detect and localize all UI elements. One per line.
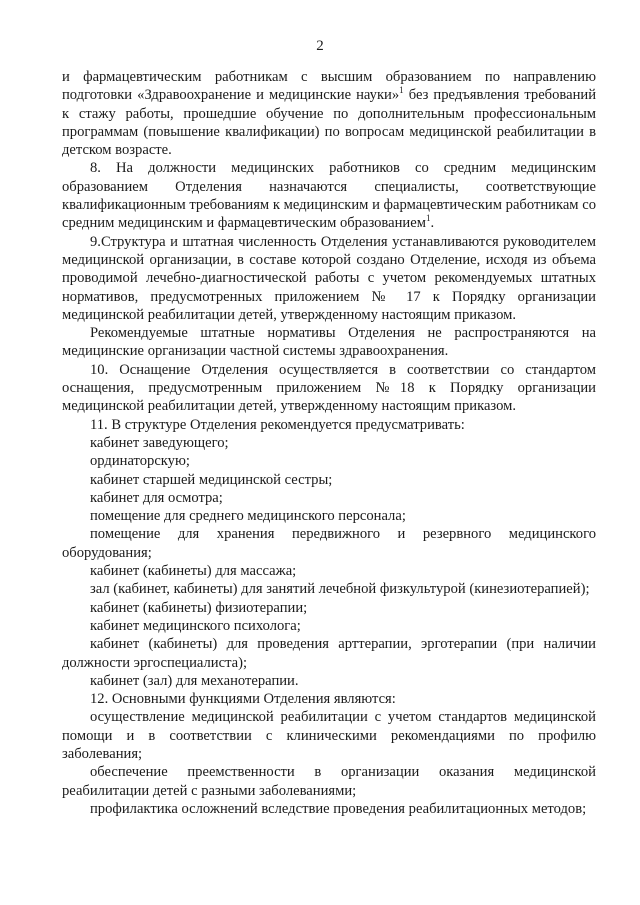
document-body [62, 68, 596, 818]
list-item: помещение для хранения передвижного и резервного медицинского оборудования; [62, 526, 596, 561]
paragraph-10: 10. Оснащение Отделения осуществляется в соответствии со стандартом оснащения, предусмотренным приложением №18 к Порядку организации медицинской реабилитации детей, утвержденному настоящим приказом. [62, 361, 596, 415]
list-item: кабинет медицинского психолога; [90, 617, 301, 634]
paragraph-text: без предъявления требований к стажу работы, прошедшие обучение по дополнительным профессиональным программам (повышение квалификации) по вопросам медицинской реабилитации в детском возрасте. [62, 87, 597, 159]
paragraph-8 [62, 159, 596, 232]
list-item: кабинет (зал) для механотерапии. [90, 672, 299, 689]
list-item: кабинет (кабинеты) физиотерапии; [90, 599, 308, 616]
paragraph-11: 11. В структуре Отделения рекомендуется предусматривать: [90, 416, 465, 433]
list-item: кабинет (кабинеты) для проведения арттерапии, эрготерапии (при наличии должности эргоспециалиста); [62, 636, 596, 671]
paragraph-continuation [62, 68, 596, 159]
list-item: обеспечение преемственности в организации оказания медицинской реабилитации детей с разными заболеваниями; [62, 764, 596, 799]
paragraph-9: 9.Структура и штатная численность Отделения устанавливаются руководителем медицинской организации, в составе которой создано Отделение, исходя из объема проводимой лечебно-диагностической работы с учетом рекомендуемых штатных нормативов, предусмотренных приложением № 17 к Порядку организации медицинской реабилитации детей, утвержденному настоящим приказом. [62, 233, 596, 323]
list-item: кабинет для осмотра; [90, 489, 223, 506]
list-item: кабинет старшей медицинской сестры; [90, 471, 333, 488]
footnote-marker: 1 [399, 85, 404, 96]
paragraph-text: . [430, 215, 435, 232]
list-item: зал (кабинет, кабинеты) для занятий лечебной физкультурой (кинезиотерапией); [90, 581, 590, 598]
list-item: кабинет заведующего; [90, 434, 229, 451]
list-item: ординаторскую; [90, 453, 190, 470]
list-item: профилактика осложнений вследствие проведения реабилитационных методов; [90, 800, 587, 817]
list-item: кабинет (кабинеты) для массажа; [90, 563, 297, 580]
paragraph-9-note: Рекомендуемые штатные нормативы Отделения не распространяются на медицинские организации частной системы здравоохранения. [62, 325, 596, 360]
list-item: помещение для среднего медицинского персонала; [90, 508, 406, 525]
paragraph-text: 8. На должности медицинских работников со средним медицинским образованием Отделения назначаются специалисты, соответствующие квалификационным требованиям к медицинским и фармацевтическим работникам со средним медицинским и фармацевтическим образованием [62, 160, 596, 232]
paragraph-text: и фармацевтическим работникам с высшим образованием по направлению подготовки «Здравоохранение и медицинские науки» [62, 69, 596, 104]
list-item: осуществление медицинской реабилитации с учетом стандартов медицинской помощи и в соответствии с клиническими рекомендациями по профилю заболевания; [62, 709, 596, 762]
page-number: 2 [316, 38, 324, 54]
paragraph-12: 12. Основными функциями Отделения являются: [90, 691, 396, 708]
footnote-marker: 1 [425, 213, 431, 224]
